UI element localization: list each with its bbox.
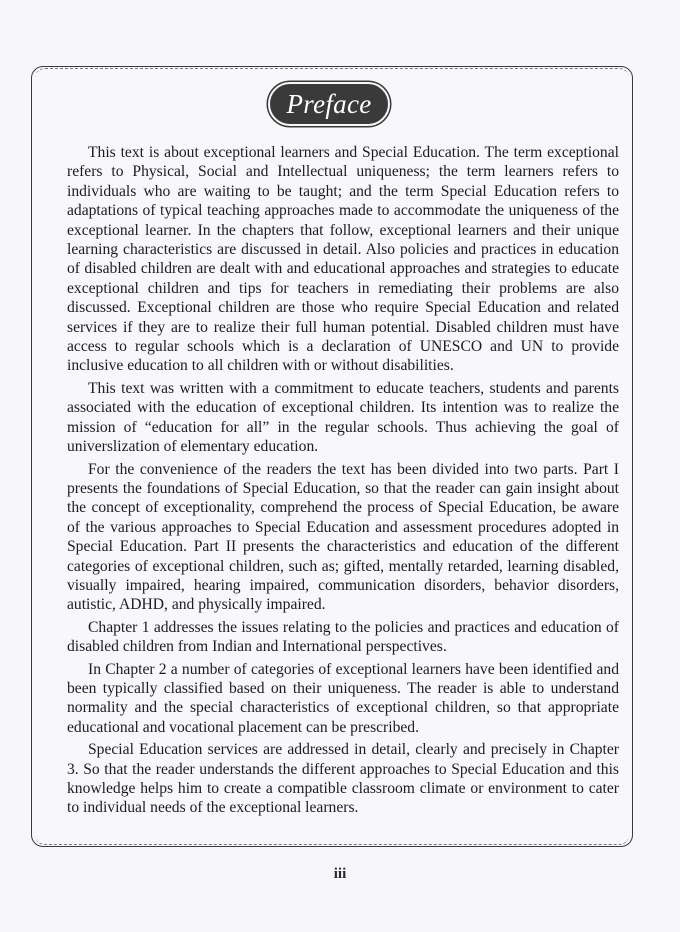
preface-title-badge xyxy=(268,82,390,126)
page-title: Preface xyxy=(286,88,372,119)
paragraph-structure: For the convenience of the readers the text has been divided into two parts. Part I presents the foundations of Special Education, so that the reader can gain insight about the concept of exceptionality, comprehend the process of Special Education, be aware of the various approaches to Special Education and assessment procedures adopted in Special Education. Part II presents the characteristics and education of the different categories of exceptional children, such as; gifted, mentally retarded, learning disabled, visually impaired, hearing impaired, communication disorders, behavior disorders, autistic, ADHD, and physically impaired. xyxy=(67,460,619,614)
paragraph-chapter-3: Special Education services are addressed in detail, clearly and precisely in Chapter 3. So that the reader understands the different approaches to Special Education and this knowledge helps him to create a compatible classroom climate or environment to cater to individual needs of the exceptional learners. xyxy=(67,741,619,817)
paragraph-commitment: This text was written with a commitment to educate teachers, students and parents associated with the education of exceptional children. Its intention was to realize the mission of “education for all” in the regular schools. Thus achieving the goal of universlization of elementary education. xyxy=(67,379,619,456)
page-number: iii xyxy=(333,866,347,882)
paragraph-chapter-2: In Chapter 2 a number of categories of exceptional learners have been identified and been typically classified based on their uniqueness. The reader is able to understand normality and the special characteristics of exceptional children, so that appropriate educational and vocational placement can be prescribed. xyxy=(67,660,619,736)
paragraph-chapter-1: Chapter 1 addresses the issues relating to the policies and practices and education of disabled children from Indian and International perspectives. xyxy=(67,618,619,656)
preface-body xyxy=(67,143,619,821)
paragraph-intro: This text is about exceptional learners and Special Education. The term exceptional refers to Physical, Social and Intellectual uniqueness; the term learners refers to individuals who are waiting to be taught; and the term Special Education refers to adaptations of typical teaching approaches made to accommodate the uniqueness of the exceptional learner. In the chapters that follow, exceptional learners and their unique learning characteristics are discussed in detail. Also policies and practices in education of disabled children are dealt with and educational approaches and strategies to educate exceptional children and tips for teachers in remediating their problems are also discussed. Exceptional children are those who require Special Education and related services if they are to realize their full human potential. Disabled children must have access to regular schools which is a declaration of UNESCO and UN to provide inclusive education to all children with or without disabilities. xyxy=(67,144,619,375)
